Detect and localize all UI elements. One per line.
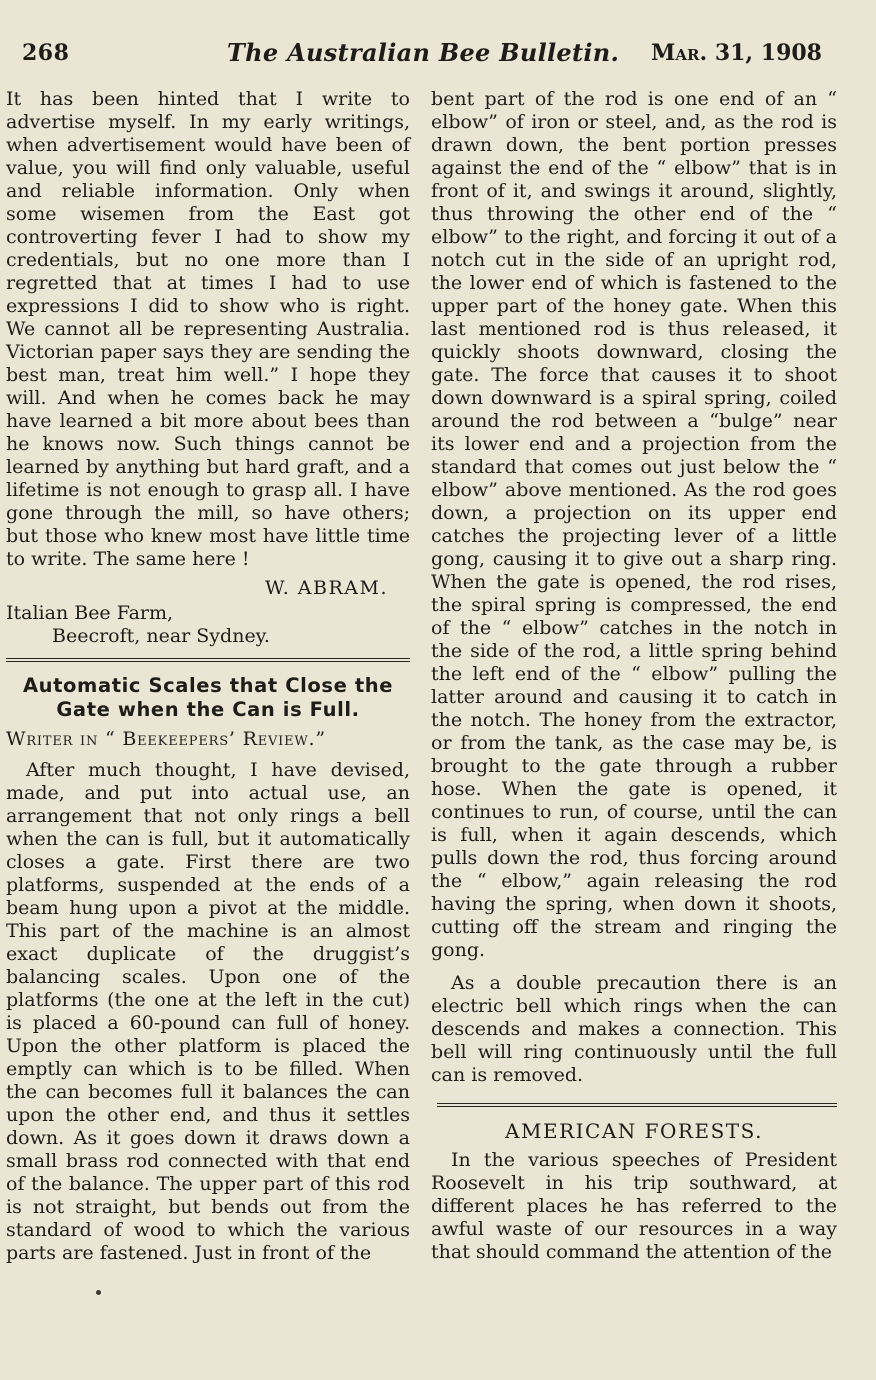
page-header bbox=[22, 38, 822, 72]
section-divider bbox=[437, 1103, 837, 1107]
article-paragraph-1-continued: bent part of the rod is one end of an “ elbow” of iron or steel, and, as the rod is drawn down, the bent portion presses against the end of the “ elbow” that is in front of it, and swings it around, slightly, thus throwing the other end of the “ elbow” to the right, and forcing it out of a notch cut in the side of an upright rod, the lower end of which is fastened to the upper part of the honey gate. When this last mentioned rod is thus released, it quickly shoots downward, closing the gate. The force that causes it to shoot down downward is a spiral spring, coiled around the rod between a “bulge” near its lower end and a projection from the standard that comes out just below the “ elbow” above mentioned. As the rod goes down, a projection on its upper end catches the projecting lever of a little gong, causing it to give out a sharp ring. When the gate is opened, the rod rises, the spiral spring is compressed, the end of the “ elbow” catches in the notch in the side of the rod, a little spring behind the left end of the “ elbow” pulling the latter around and causing it to catch in the notch. The honey from the extractor, or from the tank, as the case may be, is brought to the gate through a rubber hose. When the gate is opened, it continues to run, of course, until the can is full, when it again descends, which pulls down the rod, thus forcing around the “ elbow,” again releasing the rod having the spring, when down it shoots, cutting off the stream and ringing the gong. bbox=[431, 88, 837, 961]
right-column bbox=[431, 88, 837, 1264]
issue-date: Mar. 31, 1908 bbox=[651, 40, 822, 66]
forests-title: AMERICAN FORESTS. bbox=[505, 1119, 763, 1143]
journal-title: The Australian Bee Bulletin. bbox=[227, 38, 620, 67]
article-title: Automatic Scales that Close the Gate when the Can is Full. bbox=[22, 674, 394, 721]
article-paragraph-2: As a double precaution there is an electric bell which rings when the can descends and makes a connection. This bell will ring continuously until the full can is removed. bbox=[431, 972, 837, 1086]
ink-speck bbox=[96, 1290, 101, 1295]
page-number: 268 bbox=[22, 40, 70, 66]
left-column bbox=[6, 88, 410, 1265]
letter-paragraph: It has been hinted that I write to advertise myself. In my early writings, when advertisement would have been of value, you will find only valuable, useful and reliable information. Only when some wisemen from the East got controverting fever I had to show my credentials, but no one more than I regretted that at times I had to use expressions I did to show who is right. We cannot all be representing Australia. Victorian paper says they are sending the best man, treat him well.” I hope they will. And when he comes back he may have learned a bit more about bees than he knows now. Such things cannot be learned by anything but hard graft, and a lifetime is not enough to grasp all. I have gone through the mill, so have others; but those who knew most have little time to write. The same here ! bbox=[6, 88, 410, 570]
article-byline: Writer in “ Beekeepers’ Review.” bbox=[6, 728, 326, 750]
forests-paragraph: In the various speeches of President Roosevelt in his trip southward, at different places he has referred to the awful waste of our resources in a way that should command the attention of the bbox=[431, 1149, 837, 1263]
article-paragraph-1: After much thought, I have devised, made, and put into actual use, an arrangement that not only rings a bell when the can is full, but it automatically closes a gate. First there are two platforms, suspended at the ends of a beam hung upon a pivot at the middle. This part of the machine is an almost exact duplicate of the druggist’s balancing scales. Upon one of the platforms (the one at the left in the cut) is placed a 60-pound can full of honey. Upon the other platform is placed the emptly can which is to be filled. When the can becomes full it balances the can upon the other end, and thus it settles down. As it goes down it draws down a small brass rod connected with that end of the balance. The upper part of this rod is not straight, but bends out from the standard of wood to which the various parts are fastened. Just in front of the bbox=[6, 759, 410, 1264]
section-divider bbox=[6, 658, 410, 662]
letter-signature: W. ABRAM. bbox=[265, 577, 388, 599]
address-line-2: Beecroft, near Sydney. bbox=[52, 625, 270, 647]
address-line-1: Italian Bee Farm, bbox=[6, 602, 174, 624]
